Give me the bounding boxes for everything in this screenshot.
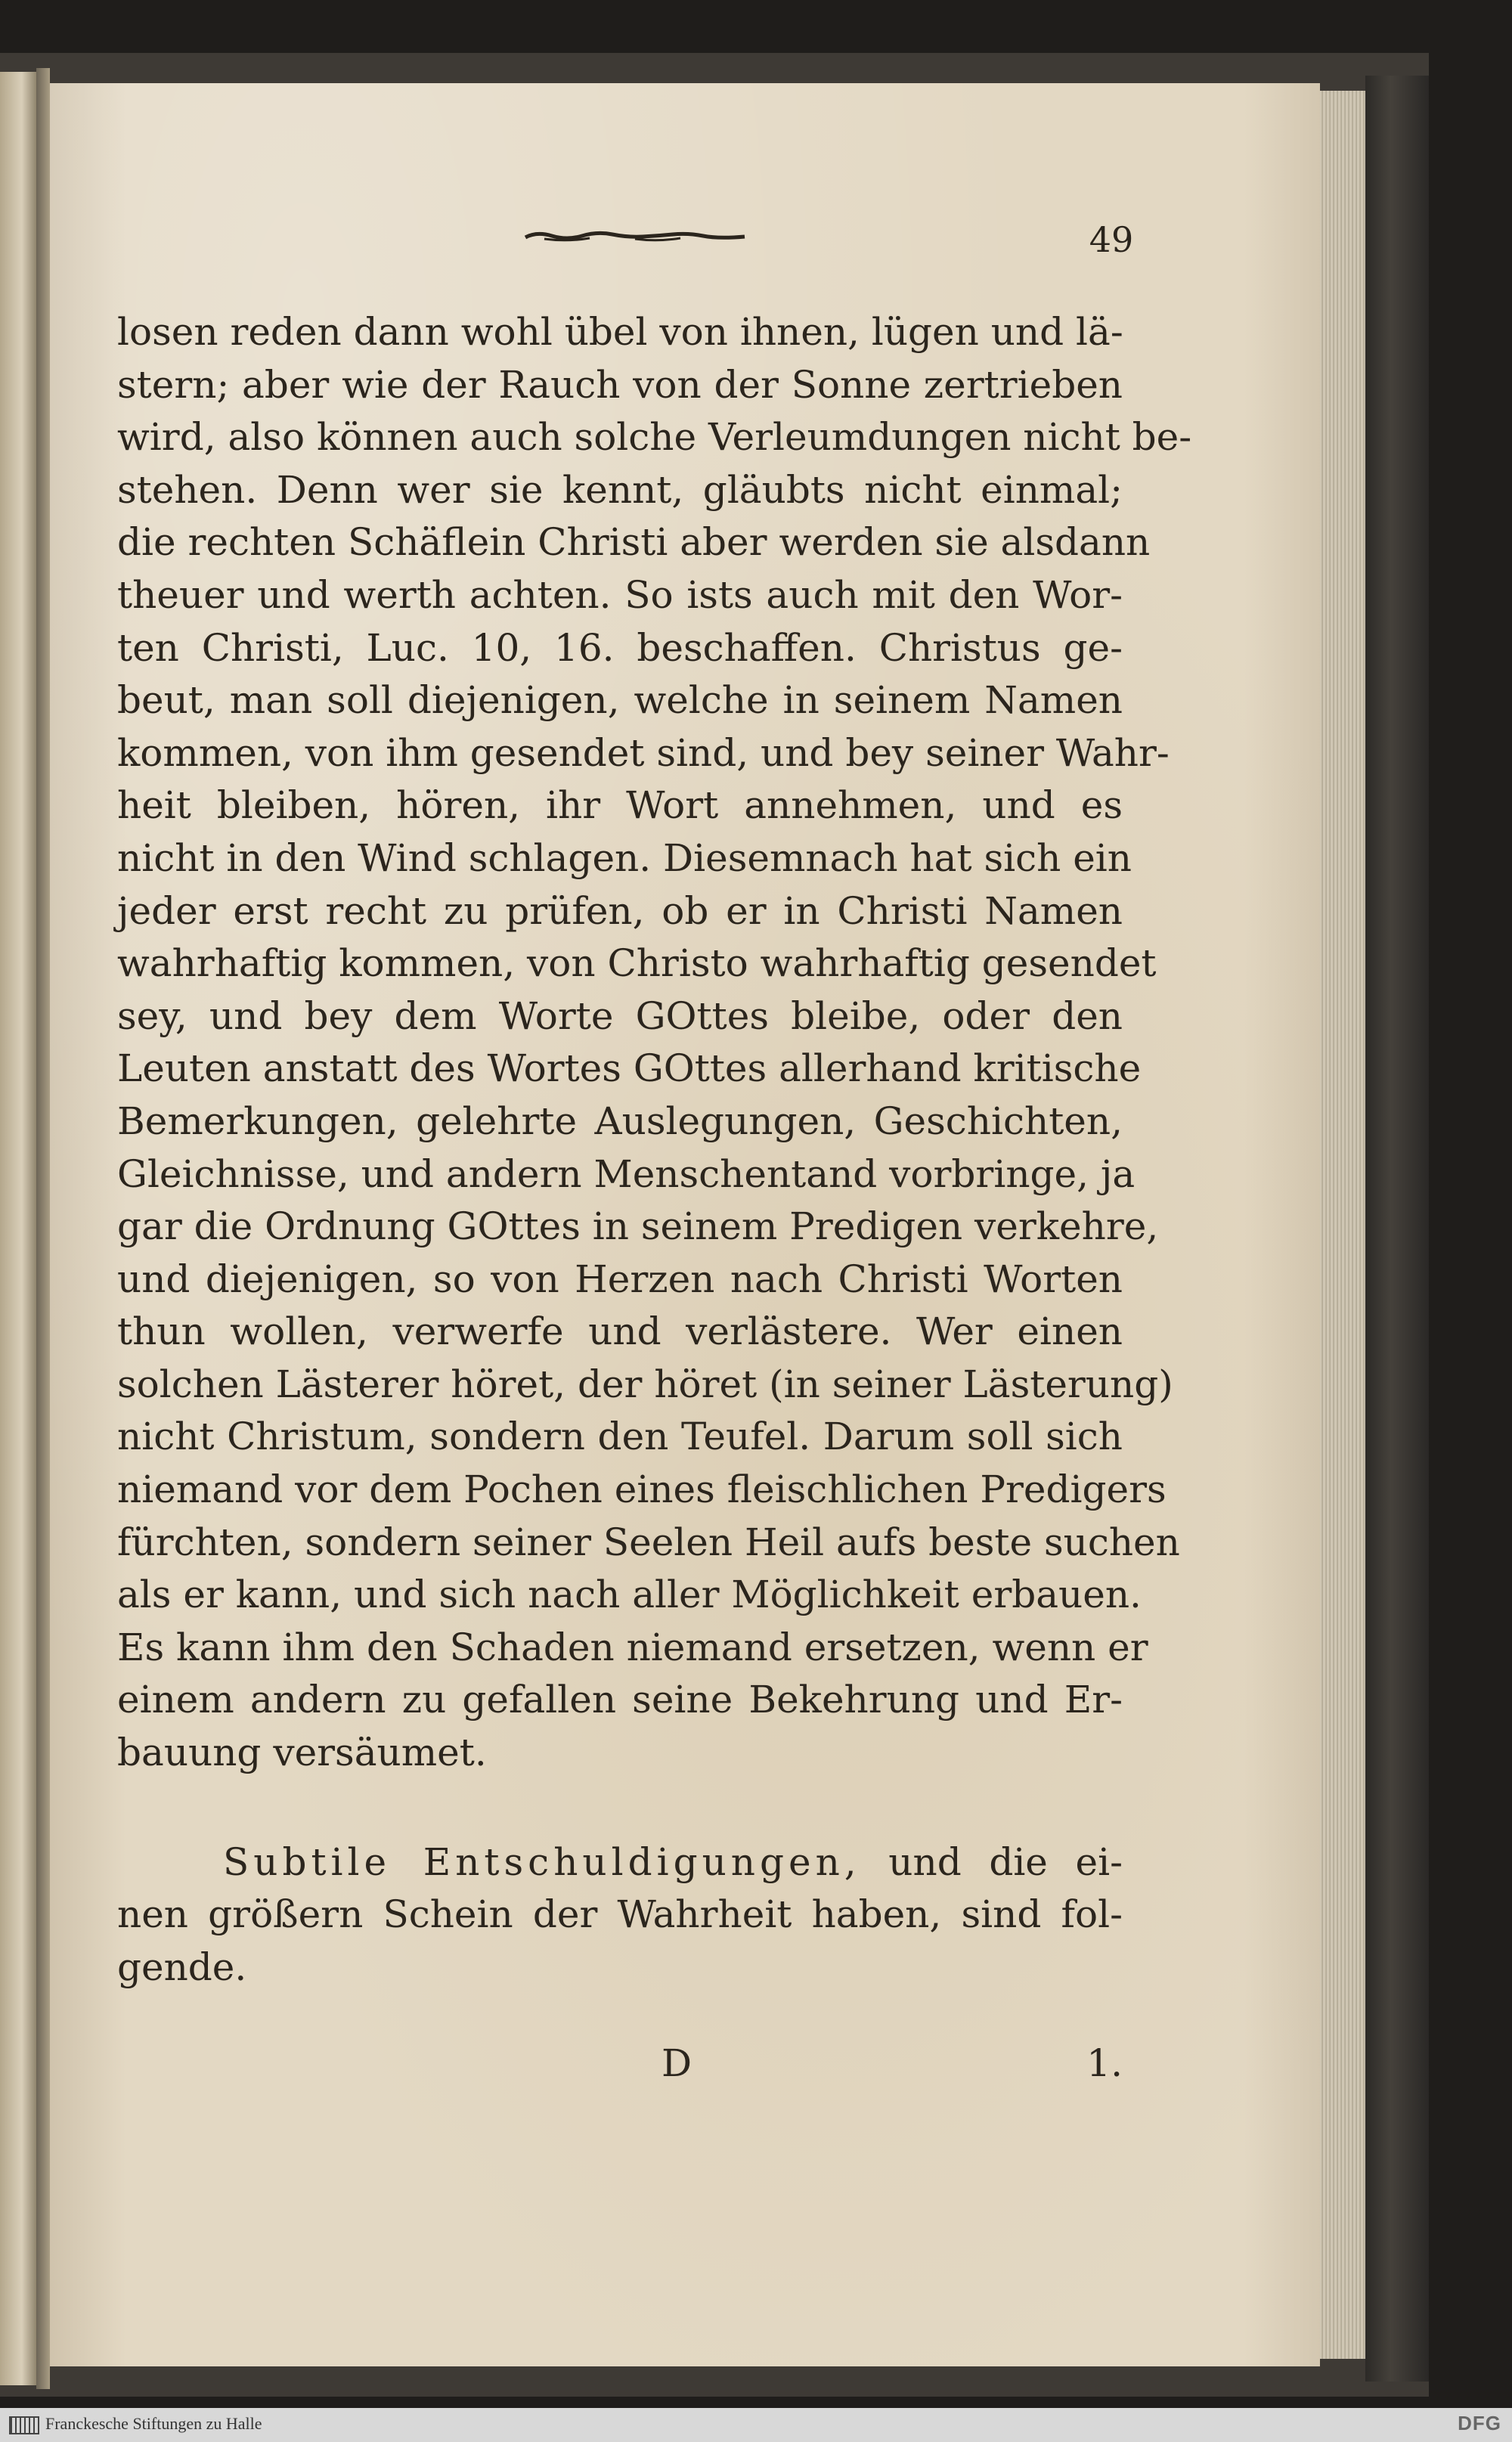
text-line: heit bleiben, hören, ihr Wort annehmen, und es (117, 783, 1123, 828)
text-line: gar die Ordnung GOttes in seinem Predigen verkehre, (117, 1204, 1159, 1249)
text-line: stehen. Denn wer sie kennt, gläubts nicht einmal; (117, 467, 1123, 512)
book-gutter (36, 68, 50, 2389)
text-line: stern; aber wie der Rauch von der Sonne zertrieben (117, 362, 1123, 407)
provider-name: Franckesche Stiftungen zu Halle (45, 2414, 262, 2433)
text-line: Bemerkungen, gelehrte Auslegungen, Geschichten, (117, 1099, 1123, 1143)
paragraph-2 (117, 1836, 1123, 1994)
text-line: gende. (117, 1945, 247, 1989)
text-line: beut, man soll diejenigen, welche in seinem Namen (117, 678, 1123, 723)
facing-page-edge (0, 72, 36, 2385)
page-edges (1320, 91, 1365, 2359)
text-line: nicht in den Wind schlagen. Diesemnach hat sich ein (117, 835, 1132, 880)
text-line: wahrhaftig kommen, von Christo wahrhaftig gesendet (117, 941, 1157, 986)
text-line: solchen Lästerer höret, der höret (in seiner Lästerung) (117, 1362, 1173, 1406)
book-cover-edge (1365, 76, 1429, 2382)
text-line: als er kann, und sich nach aller Möglichkeit erbauen. (117, 1573, 1142, 1617)
text-line: einem andern zu gefallen seine Bekehrung und Er- (117, 1678, 1123, 1722)
provider-credit (9, 2414, 262, 2434)
text-line: thun wollen, verwerfe und verlästere. Wer einen (117, 1309, 1123, 1354)
header-ornament (522, 227, 748, 245)
text-line: kommen, von ihm gesendet sind, und bey seiner Wahr- (117, 730, 1170, 775)
catchword: 1. (1086, 2041, 1123, 2085)
text-line: sey, und bey dem Worte GOttes bleibe, oder den (117, 993, 1123, 1038)
text-line: nen größern Schein der Wahrheit haben, sind fol- (117, 1892, 1123, 1937)
text-line: jeder erst recht zu prüfen, ob er in Christi Namen (117, 888, 1123, 933)
text-line: fürchten, sondern seiner Seelen Heil aufs beste suchen (117, 1520, 1180, 1564)
text-line: bauung versäumet. (117, 1731, 487, 1775)
text-line: wird, also können auch solche Verleumdungen nicht be- (117, 415, 1192, 460)
emphasized-lead: Subtile Entschuldigungen, (223, 1839, 861, 1884)
text-line: Leuten anstatt des Wortes GOttes allerhand kritische (117, 1046, 1142, 1091)
text-line: niemand vor dem Pochen eines fleischlichen Predigers (117, 1467, 1167, 1512)
signature-mark: D (662, 2041, 692, 2085)
text-line: Es kann ihm den Schaden niemand ersetzen, wenn er (117, 1625, 1148, 1669)
dfg-logo: DFG (1458, 2412, 1501, 2434)
body-text (117, 306, 1192, 1994)
text-line: theuer und werth achten. So ists auch mit den Wor- (117, 572, 1123, 617)
text-line: und diejenigen, so von Herzen nach Christi Worten (117, 1257, 1123, 1301)
text-line (117, 1836, 1123, 1889)
text-line: ten Christi, Luc. 10, 16. beschaffen. Christus ge- (117, 625, 1123, 670)
page-number: 49 (1089, 219, 1134, 260)
text-line: die rechten Schäflein Christi aber werden sie alsdann (117, 520, 1151, 565)
page-footer (117, 2041, 1123, 2094)
text-line: nicht Christum, sondern den Teufel. Darum soll sich (117, 1415, 1123, 1459)
library-logo-icon (9, 2416, 39, 2434)
text-line: losen reden dann wohl übel von ihnen, lügen und lä- (117, 310, 1123, 354)
text-fragment: und die ei- (888, 1839, 1123, 1884)
text-line: Gleichnisse, und andern Menschentand vorbringe, ja (117, 1151, 1136, 1196)
